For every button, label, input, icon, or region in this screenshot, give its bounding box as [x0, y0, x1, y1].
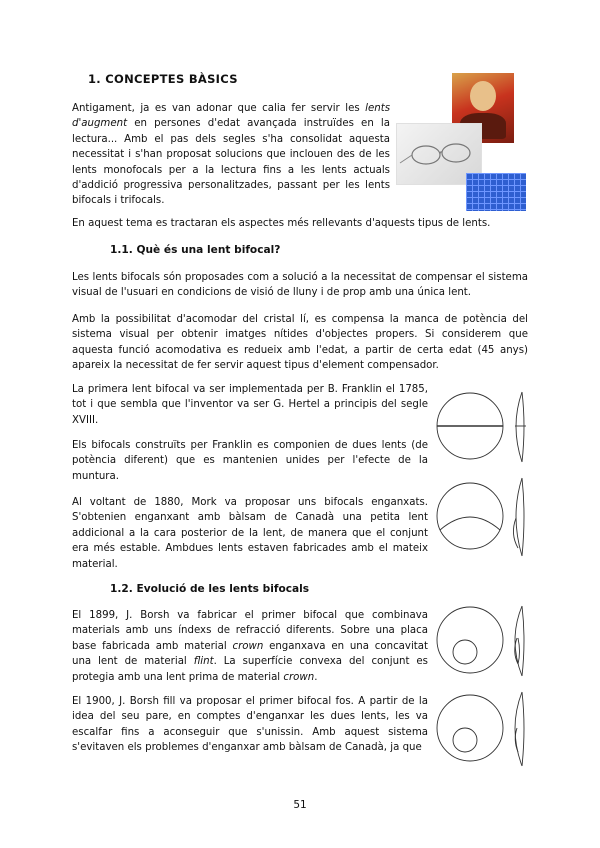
blue-grid-image	[466, 173, 526, 211]
intro-text-1: Antigament, ja es van adonar que calia fer servir les	[72, 103, 366, 114]
page-number: 51	[293, 799, 307, 811]
mork-bifocal-diagram	[436, 474, 532, 560]
fused-bifocal-diagram	[436, 688, 532, 772]
borsh-text-a: El 1899, J. Borsh va fabricar el primer bifocal que combinava materials amb uns índexs de refracció diferents. Sobre una placa base fabricada amb material	[72, 610, 428, 652]
subsection-title-2: 1.2. Evolució de les lents bifocals	[110, 583, 310, 595]
borsh-text-c: . La superfície convexa del conjunt es protegia amb una lent prima de material	[72, 656, 428, 683]
overview-text: En aquest tema es tractaran els aspectes més rellevants d'aquests tipus de lents.	[72, 218, 491, 229]
paragraph-borsh-1899	[72, 608, 428, 685]
paragraph-accommodation: Amb la possibilitat d'acomodar del cristal lí, es compensa la manca de potència del sistema visual per obtenir imatges nítides d'objectes propers. Si considerem que aquesta funció acomodativa es redueix amb l'edat, a partir de certa edat (45 anys) apareix la necessitat de fer servir aquest tipus d'element compensador.	[72, 314, 528, 372]
term-flint: flint	[193, 656, 214, 668]
paragraph-franklin: La primera lent bifocal va ser implementada per B. Franklin el 1785, tot i que sembla que l'inventor va ser G. Hertel a principis del segle XVIII.	[72, 384, 428, 426]
borsh-text-b: enganxava en una concavitat una lent de material	[72, 640, 429, 668]
paragraph-bifocal-definition: Les lents bifocals són proposades com a solució a la necessitat de compensar el sistema visual de l'usuari en condicions de visió de lluny i de prop amb una única lent.	[72, 272, 528, 299]
term-crown: crown	[232, 640, 264, 652]
subsection-title-1: 1.1. Què és una lent bifocal?	[110, 244, 281, 256]
paragraph-mork: Al voltant de 1880, Mork va proposar uns bifocals enganxats. S'obtenien enganxant amb bàlsam de Canadà una petita lent addicional a la cara posterior de la lent, de manera que el conjunt era més estable. Ambdues lents estaven fabricades amb el mateix material.	[72, 497, 428, 570]
section-title: 1. CONCEPTES BÀSICS	[88, 72, 238, 86]
franklin-bifocal-diagram	[436, 388, 532, 468]
borsh-bifocal-diagram	[436, 602, 532, 682]
intro-paragraph	[72, 101, 390, 209]
intro-text-2: en persones d'edat avançada instruïdes en la lectura... Amb el pas dels segles s'ha consolidat aquesta necessitat i s'han proposat solucions que inclouen des de les lents monofocals per a la lectura fins a les lents actuals d'addició progressiva personalitzades, passant per les lents bifocals i trifocals.	[72, 118, 390, 207]
term-crown-2: crown	[283, 671, 315, 683]
paragraph-franklin-construction: Els bifocals construïts per Franklin es componien de dues lents (de potència diferent) que es mantenien unides per l'efecte de la muntura.	[72, 440, 428, 482]
reading-glasses-collage	[396, 73, 526, 211]
borsh-text-d: .	[314, 671, 318, 683]
paragraph-borsh-1900: El 1900, J. Borsh fill va proposar el primer bifocal fos. A partir de la idea del seu pare, en comptes d'enganxar les dues lents, les va escalfar fins a aconseguir que s'unissin. Amb aquest sistema s'evitaven els problemes d'enganxar amb bàlsam de Canadà, ja que	[72, 696, 428, 754]
intro-term: lents d'augment	[72, 103, 390, 130]
